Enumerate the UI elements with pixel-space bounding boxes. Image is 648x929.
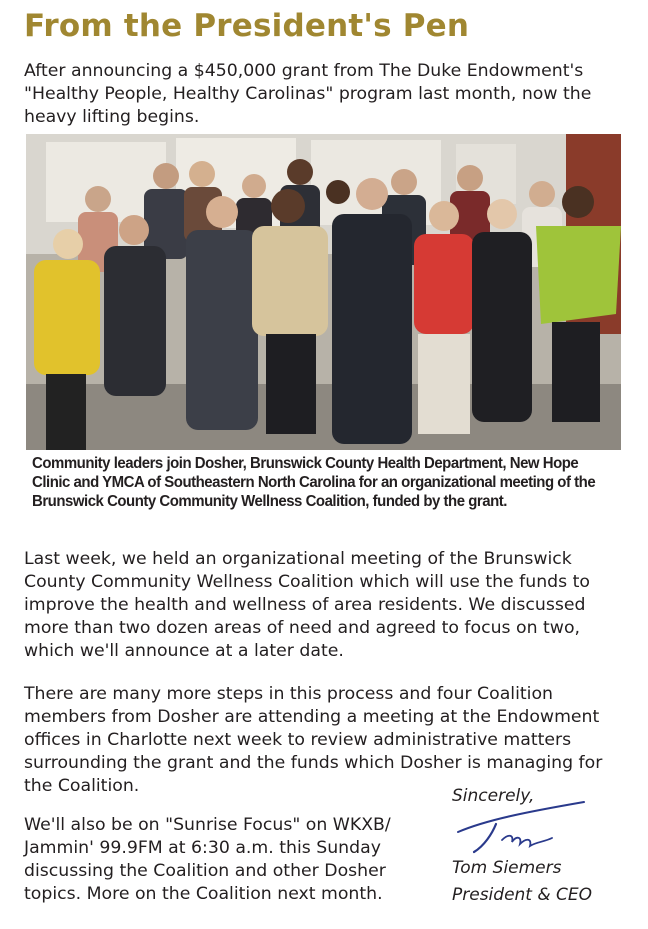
lead-paragraph: After announcing a $450,000 grant from The Duke Endowment's "Healthy People, Healthy Carolinas" program last month, now the heavy lifting begins. — [24, 61, 592, 127]
body-paragraph: We'll also be on "Sunrise Focus" on WKXB/ Jammin' 99.9FM at 6:30 a.m. this Sunday discussing the Coalition and other Dosher topics. More on the Coalition next month. — [24, 815, 391, 904]
signature-image — [456, 794, 596, 854]
signer-name: Tom Siemers — [452, 858, 562, 878]
signer-title: President & CEO — [452, 885, 593, 905]
closing-text: Sincerely, — [452, 786, 535, 806]
section-title: From the President's Pen — [24, 8, 470, 44]
body-paragraph: Last week, we held an organizational meeting of the Brunswick County Community Wellness Coalition which will use the funds to improve the health and wellness of area residents. We discussed more than two dozen areas of need and agreed to focus on two, which we'll announce at a later date. — [24, 549, 590, 661]
photo-caption: Community leaders join Dosher, Brunswick County Health Department, New Hope Clinic and YMCA of Southeastern North Carolina for an organizational meeting of the Brunswick County Community Wellness Coalition, funded by the grant. — [32, 455, 596, 510]
group-photo — [26, 134, 621, 450]
signoff-block — [448, 786, 638, 916]
body-paragraph: There are many more steps in this process and four Coalition members from Dosher are attending a meeting at the Endowment offices in Charlotte next week to review administrative matters surrounding the grant and the funds which Dosher is managing for the Coalition. — [24, 684, 603, 796]
